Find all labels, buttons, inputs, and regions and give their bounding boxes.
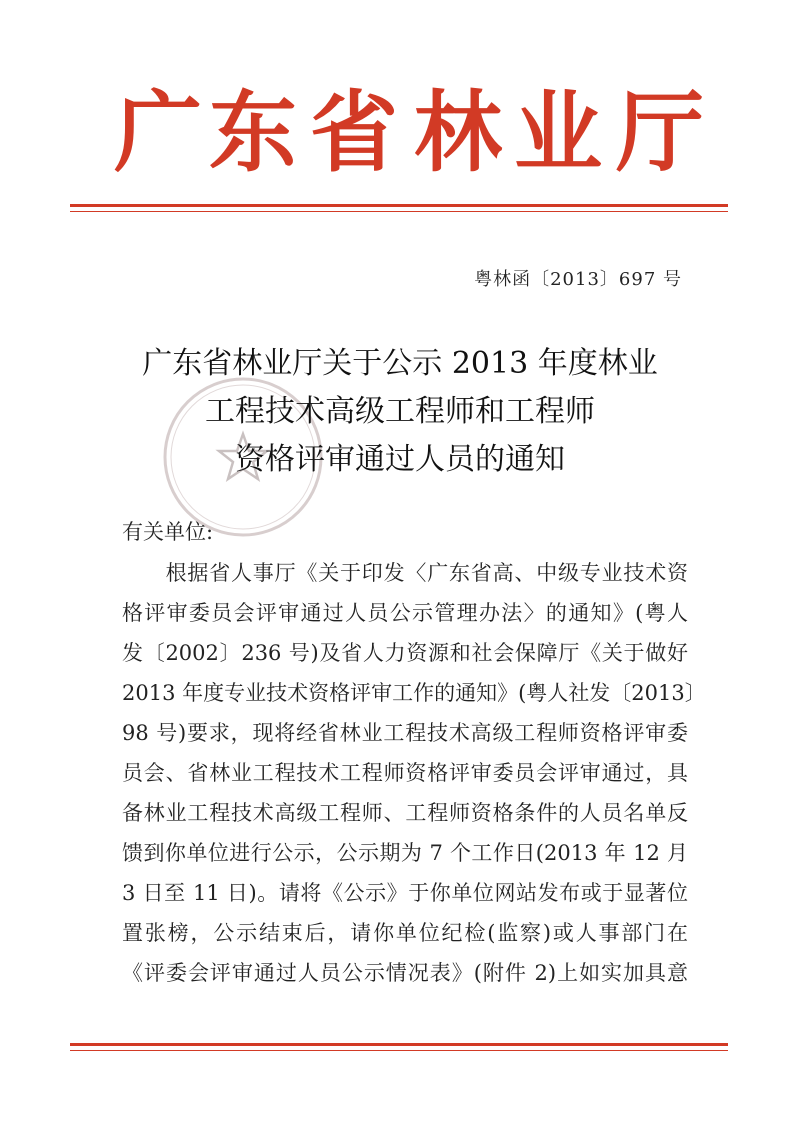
body-line: 员会、省林业工程技术工程师资格评审委员会评审通过，具 [122, 761, 688, 785]
title-line: 工程技术高级工程师和工程师 [205, 394, 595, 429]
masthead-char: 厅 [615, 81, 704, 184]
masthead-char: 业 [513, 81, 602, 184]
salutation: 有关单位: [122, 520, 214, 544]
body-line: 98 号)要求，现将经省林业工程技术高级工程师资格评审委 [122, 721, 688, 745]
footer-rule-thin [70, 1050, 728, 1051]
masthead-rule-thick [70, 204, 728, 207]
body-line: 置张榜，公示结束后，请你单位纪检(监察)或人事部门在 [122, 921, 688, 945]
masthead-char: 省 [309, 81, 398, 184]
notice-title [70, 340, 730, 484]
body-line: 3 日至 11 日)。请将《公示》于你单位网站发布或于显著位 [122, 881, 688, 905]
footer-rule-thick [70, 1043, 728, 1046]
body-line: 备林业工程技术高级工程师、工程师资格条件的人员名单反 [122, 801, 688, 825]
body-line: 《评委会评审通过人员公示情况表》(附件 2)上如实加具意 [122, 961, 688, 985]
masthead-char: 东 [208, 81, 297, 184]
body-line: 发〔2002〕236 号)及省人力资源和社会保障厅《关于做好 [122, 641, 688, 665]
masthead [0, 78, 800, 198]
body-line: 2013 年度专业技术资格评审工作的通知》(粤人社发〔2013〕 [122, 681, 706, 705]
body-line: 根据省人事厅《关于印发〈广东省高、中级专业技术资 [122, 561, 688, 585]
title-line: 广东省林业厅关于公示 2013 年度林业 [142, 346, 658, 381]
masthead-char: 林 [413, 81, 502, 184]
masthead-rule-thin [70, 211, 728, 212]
body-paragraph [122, 553, 706, 993]
title-line: 资格评审通过人员的通知 [235, 442, 565, 477]
body-line: 馈到你单位进行公示，公示期为 7 个工作日(2013 年 12 月 [122, 841, 688, 865]
body-line: 格评审委员会评审通过人员公示管理办法〉的通知》(粤人 [122, 601, 688, 625]
masthead-char: 广 [113, 81, 202, 184]
document-number: 粤林函〔2013〕697 号 [474, 269, 682, 290]
